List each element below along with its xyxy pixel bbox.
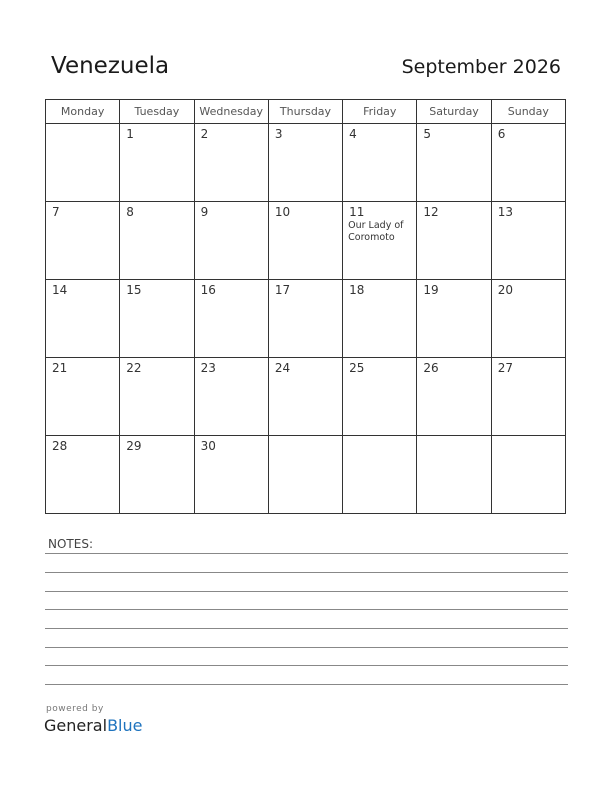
brand-blue-text: Blue xyxy=(107,716,143,735)
powered-by-text: powered by xyxy=(46,704,104,714)
day-cell xyxy=(268,358,342,436)
day-number: 19 xyxy=(423,283,439,297)
day-number: 29 xyxy=(126,439,142,453)
notes-label: NOTES: xyxy=(48,537,93,551)
day-cell xyxy=(194,202,268,280)
day-cell xyxy=(46,280,120,358)
day-number: 14 xyxy=(52,283,68,297)
week-row xyxy=(46,202,566,280)
day-cell xyxy=(46,202,120,280)
day-number: 7 xyxy=(52,205,60,219)
day-cell xyxy=(120,436,194,514)
notes-line xyxy=(45,665,568,666)
day-cell xyxy=(120,280,194,358)
day-number: 17 xyxy=(274,283,291,297)
brand-general-text: General xyxy=(44,716,108,735)
calendar-grid xyxy=(45,99,566,514)
day-cell xyxy=(194,358,268,436)
day-cell xyxy=(343,358,417,436)
day-number: 16 xyxy=(200,283,216,297)
weekday-header-row xyxy=(46,100,566,124)
weekday-header: Sunday xyxy=(491,100,565,124)
day-number: 11 xyxy=(349,205,365,219)
day-cell xyxy=(194,124,268,202)
day-number: 12 xyxy=(423,205,439,219)
country-title: Venezuela xyxy=(51,53,170,79)
day-cell xyxy=(491,202,565,280)
day-cell xyxy=(46,436,120,514)
day-number: 15 xyxy=(126,283,142,297)
day-number: 18 xyxy=(349,283,365,297)
notes-line xyxy=(45,553,568,554)
day-number: 9 xyxy=(200,205,209,219)
week-row xyxy=(46,280,566,358)
day-cell xyxy=(343,124,417,202)
day-number: 4 xyxy=(349,127,357,141)
day-number: 8 xyxy=(126,205,134,219)
day-cell xyxy=(120,202,194,280)
weekday-header: Monday xyxy=(46,100,120,124)
notes-line xyxy=(45,628,568,629)
day-number: 5 xyxy=(423,127,432,141)
weekday-header: Thursday xyxy=(268,100,342,124)
day-number: 25 xyxy=(349,361,365,375)
day-cell xyxy=(417,358,491,436)
day-cell xyxy=(491,358,565,436)
month-title: September 2026 xyxy=(401,56,561,78)
weekday-header: Friday xyxy=(343,100,417,124)
empty-day-cell xyxy=(268,436,342,514)
day-number: 24 xyxy=(274,361,291,375)
notes-line xyxy=(45,572,568,573)
day-cell xyxy=(268,124,342,202)
day-number: 27 xyxy=(497,361,513,375)
day-number: 30 xyxy=(200,439,216,453)
week-row xyxy=(46,436,566,514)
week-row xyxy=(46,358,566,436)
week-row xyxy=(46,124,566,202)
notes-line xyxy=(45,684,568,685)
empty-day-cell xyxy=(343,436,417,514)
day-cell xyxy=(194,280,268,358)
empty-day-cell xyxy=(46,124,120,202)
notes-line xyxy=(45,609,568,610)
day-number: 21 xyxy=(52,361,68,375)
day-cell xyxy=(120,358,194,436)
notes-line xyxy=(45,591,568,592)
generalblue-logo xyxy=(44,716,142,735)
day-cell xyxy=(268,202,342,280)
day-number: 13 xyxy=(497,205,513,219)
day-number: 2 xyxy=(200,127,209,141)
empty-day-cell xyxy=(491,436,565,514)
day-cell xyxy=(491,124,565,202)
day-number: 1 xyxy=(126,127,134,141)
day-cell xyxy=(268,280,342,358)
day-cell xyxy=(343,202,417,280)
day-cell xyxy=(46,358,120,436)
day-cell xyxy=(491,280,565,358)
holiday-label: Our Lady of Coromoto xyxy=(348,220,404,243)
day-number: 26 xyxy=(423,361,439,375)
day-cell xyxy=(417,124,491,202)
day-number: 10 xyxy=(274,205,291,219)
day-number: 20 xyxy=(497,283,513,297)
day-number: 28 xyxy=(52,439,68,453)
weekday-header: Saturday xyxy=(417,100,491,124)
day-cell xyxy=(194,436,268,514)
weekday-header: Tuesday xyxy=(120,100,194,124)
notes-line xyxy=(45,647,568,648)
day-cell xyxy=(417,202,491,280)
day-cell xyxy=(120,124,194,202)
day-cell xyxy=(417,280,491,358)
day-number: 23 xyxy=(200,361,216,375)
day-cell xyxy=(343,280,417,358)
weekday-header: Wednesday xyxy=(194,100,268,124)
day-number: 3 xyxy=(274,127,283,141)
day-number: 22 xyxy=(126,361,142,375)
day-number: 6 xyxy=(497,127,506,141)
empty-day-cell xyxy=(417,436,491,514)
